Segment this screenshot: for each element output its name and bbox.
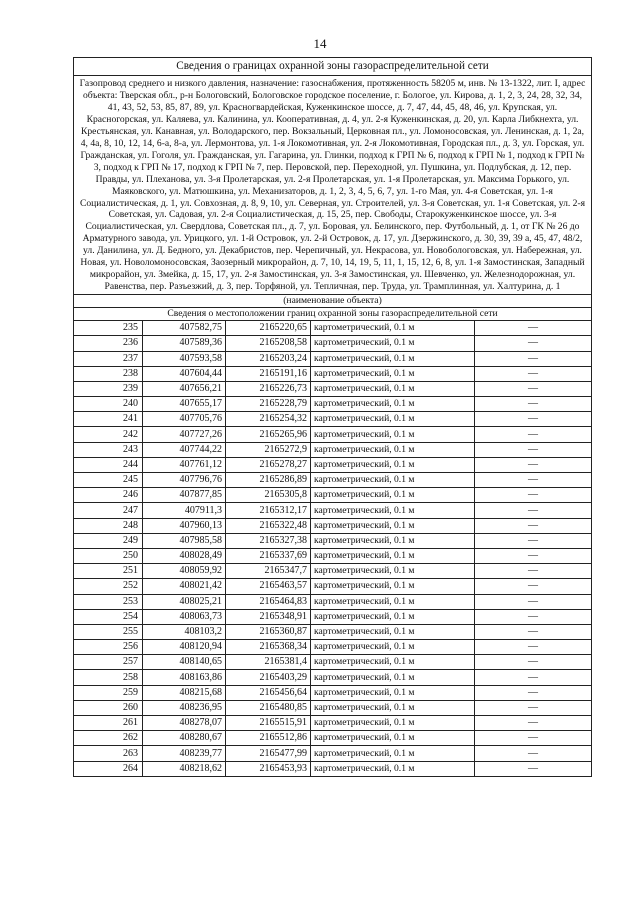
x-coordinate-cell: 408215,68 [143, 685, 226, 700]
method-cell: картометрический, 0.1 м [311, 321, 475, 336]
x-coordinate-cell: 407656,21 [143, 381, 226, 396]
note-cell: — [475, 336, 592, 351]
y-coordinate-cell: 2165191,16 [226, 366, 311, 381]
note-cell: — [475, 655, 592, 670]
y-coordinate-cell: 2165515,91 [226, 716, 311, 731]
method-cell: картометрический, 0.1 м [311, 640, 475, 655]
y-coordinate-cell: 2165228,79 [226, 397, 311, 412]
note-cell: — [475, 640, 592, 655]
table-row [74, 731, 591, 746]
y-coordinate-cell: 2165265,96 [226, 427, 311, 442]
y-coordinate-cell: 2165512,86 [226, 731, 311, 746]
x-coordinate-cell: 407705,76 [143, 412, 226, 427]
method-cell: картометрический, 0.1 м [311, 518, 475, 533]
note-cell: — [475, 473, 592, 488]
table-row [74, 716, 591, 731]
table-row [74, 397, 591, 412]
table-row [74, 624, 591, 639]
coordinates-table [74, 321, 591, 776]
point-number-cell: 237 [74, 351, 143, 366]
point-number-cell: 241 [74, 412, 143, 427]
location-section-header: Сведения о местоположении границ охранной зоны газораспределительной сети [74, 308, 591, 321]
point-number-cell: 251 [74, 564, 143, 579]
point-number-cell: 256 [74, 640, 143, 655]
table-row [74, 442, 591, 457]
x-coordinate-cell: 408218,62 [143, 761, 226, 776]
x-coordinate-cell: 407796,76 [143, 473, 226, 488]
method-cell: картометрический, 0.1 м [311, 564, 475, 579]
note-cell: — [475, 442, 592, 457]
method-cell: картометрический, 0.1 м [311, 533, 475, 548]
x-coordinate-cell: 408120,94 [143, 640, 226, 655]
table-row [74, 761, 591, 776]
note-cell: — [475, 685, 592, 700]
table-row [74, 533, 591, 548]
y-coordinate-cell: 2165254,32 [226, 412, 311, 427]
point-number-cell: 245 [74, 473, 143, 488]
point-number-cell: 244 [74, 457, 143, 472]
x-coordinate-cell: 408021,42 [143, 579, 226, 594]
method-cell: картометрический, 0.1 м [311, 503, 475, 518]
y-coordinate-cell: 2165347,7 [226, 564, 311, 579]
method-cell: картометрический, 0.1 м [311, 761, 475, 776]
boundary-sheet [73, 57, 592, 777]
point-number-cell: 235 [74, 321, 143, 336]
x-coordinate-cell: 408028,49 [143, 548, 226, 563]
table-row [74, 518, 591, 533]
table-row [74, 503, 591, 518]
method-cell: картометрический, 0.1 м [311, 548, 475, 563]
point-number-cell: 248 [74, 518, 143, 533]
y-coordinate-cell: 2165480,85 [226, 700, 311, 715]
y-coordinate-cell: 2165456,64 [226, 685, 311, 700]
x-coordinate-cell: 408140,65 [143, 655, 226, 670]
point-number-cell: 263 [74, 746, 143, 761]
x-coordinate-cell: 408280,67 [143, 731, 226, 746]
method-cell: картометрический, 0.1 м [311, 427, 475, 442]
note-cell: — [475, 412, 592, 427]
y-coordinate-cell: 2165327,38 [226, 533, 311, 548]
table-row [74, 412, 591, 427]
table-row [74, 351, 591, 366]
method-cell: картометрический, 0.1 м [311, 624, 475, 639]
x-coordinate-cell: 408278,07 [143, 716, 226, 731]
y-coordinate-cell: 2165312,17 [226, 503, 311, 518]
method-cell: картометрический, 0.1 м [311, 351, 475, 366]
method-cell: картометрический, 0.1 м [311, 670, 475, 685]
y-coordinate-cell: 2165360,87 [226, 624, 311, 639]
x-coordinate-cell: 408059,92 [143, 564, 226, 579]
x-coordinate-cell: 407960,13 [143, 518, 226, 533]
note-cell: — [475, 564, 592, 579]
point-number-cell: 242 [74, 427, 143, 442]
note-cell: — [475, 518, 592, 533]
x-coordinate-cell: 408239,77 [143, 746, 226, 761]
point-number-cell: 258 [74, 670, 143, 685]
x-coordinate-cell: 408236,95 [143, 700, 226, 715]
table-row [74, 366, 591, 381]
point-number-cell: 250 [74, 548, 143, 563]
y-coordinate-cell: 2165226,73 [226, 381, 311, 396]
method-cell: картометрический, 0.1 м [311, 412, 475, 427]
point-number-cell: 238 [74, 366, 143, 381]
y-coordinate-cell: 2165463,57 [226, 579, 311, 594]
method-cell: картометрический, 0.1 м [311, 488, 475, 503]
note-cell: — [475, 427, 592, 442]
table-row [74, 640, 591, 655]
y-coordinate-cell: 2165272,9 [226, 442, 311, 457]
note-cell: — [475, 321, 592, 336]
table-row [74, 655, 591, 670]
table-row [74, 685, 591, 700]
method-cell: картометрический, 0.1 м [311, 442, 475, 457]
x-coordinate-cell: 407582,75 [143, 321, 226, 336]
y-coordinate-cell: 2165203,24 [226, 351, 311, 366]
note-cell: — [475, 548, 592, 563]
note-cell: — [475, 457, 592, 472]
x-coordinate-cell: 408103,2 [143, 624, 226, 639]
point-number-cell: 257 [74, 655, 143, 670]
note-cell: — [475, 761, 592, 776]
x-coordinate-cell: 407985,58 [143, 533, 226, 548]
y-coordinate-cell: 2165305,8 [226, 488, 311, 503]
x-coordinate-cell: 407877,85 [143, 488, 226, 503]
note-cell: — [475, 624, 592, 639]
table-row [74, 336, 591, 351]
note-cell: — [475, 381, 592, 396]
note-cell: — [475, 716, 592, 731]
note-cell: — [475, 351, 592, 366]
table-row [74, 457, 591, 472]
y-coordinate-cell: 2165453,93 [226, 761, 311, 776]
x-coordinate-cell: 407727,26 [143, 427, 226, 442]
method-cell: картометрический, 0.1 м [311, 336, 475, 351]
y-coordinate-cell: 2165208,58 [226, 336, 311, 351]
table-row [74, 488, 591, 503]
note-cell: — [475, 533, 592, 548]
note-cell: — [475, 670, 592, 685]
page-number: 14 [313, 36, 327, 51]
table-row [74, 594, 591, 609]
x-coordinate-cell: 407593,58 [143, 351, 226, 366]
note-cell: — [475, 397, 592, 412]
point-number-cell: 252 [74, 579, 143, 594]
method-cell: картометрический, 0.1 м [311, 381, 475, 396]
x-coordinate-cell: 407604,44 [143, 366, 226, 381]
y-coordinate-cell: 2165477,99 [226, 746, 311, 761]
y-coordinate-cell: 2165403,29 [226, 670, 311, 685]
table-row [74, 473, 591, 488]
note-cell: — [475, 746, 592, 761]
point-number-cell: 264 [74, 761, 143, 776]
point-number-cell: 240 [74, 397, 143, 412]
x-coordinate-cell: 407655,17 [143, 397, 226, 412]
method-cell: картометрический, 0.1 м [311, 685, 475, 700]
table-row [74, 427, 591, 442]
point-number-cell: 236 [74, 336, 143, 351]
x-coordinate-cell: 408163,86 [143, 670, 226, 685]
method-cell: картометрический, 0.1 м [311, 397, 475, 412]
y-coordinate-cell: 2165337,69 [226, 548, 311, 563]
y-coordinate-cell: 2165381,4 [226, 655, 311, 670]
point-number-cell: 246 [74, 488, 143, 503]
y-coordinate-cell: 2165220,65 [226, 321, 311, 336]
method-cell: картометрический, 0.1 м [311, 579, 475, 594]
method-cell: картометрический, 0.1 м [311, 594, 475, 609]
method-cell: картометрический, 0.1 м [311, 366, 475, 381]
note-cell: — [475, 366, 592, 381]
point-number-cell: 247 [74, 503, 143, 518]
x-coordinate-cell: 407761,12 [143, 457, 226, 472]
y-coordinate-cell: 2165286,89 [226, 473, 311, 488]
note-cell: — [475, 488, 592, 503]
method-cell: картометрический, 0.1 м [311, 716, 475, 731]
method-cell: картометрический, 0.1 м [311, 700, 475, 715]
table-row [74, 548, 591, 563]
table-row [74, 321, 591, 336]
point-number-cell: 239 [74, 381, 143, 396]
note-cell: — [475, 700, 592, 715]
point-number-cell: 255 [74, 624, 143, 639]
point-number-cell: 249 [74, 533, 143, 548]
y-coordinate-cell: 2165322,48 [226, 518, 311, 533]
method-cell: картометрический, 0.1 м [311, 655, 475, 670]
method-cell: картометрический, 0.1 м [311, 457, 475, 472]
note-cell: — [475, 579, 592, 594]
point-number-cell: 261 [74, 716, 143, 731]
y-coordinate-cell: 2165464,83 [226, 594, 311, 609]
y-coordinate-cell: 2165278,27 [226, 457, 311, 472]
point-number-cell: 253 [74, 594, 143, 609]
table-row [74, 746, 591, 761]
note-cell: — [475, 503, 592, 518]
y-coordinate-cell: 2165368,34 [226, 640, 311, 655]
object-description: Газопровод среднего и низкого давления, назначение: газоснабжения, протяженность 58205 м, инв. № 13-1322, лит. I, адрес объекта: Тверская обл., р-н Бологовский, Бологовское городское поселение, г. Бологое, ул. Кирова, д. 1, 2, 3, 24, 28, 32, 34, 41, 43, 52, 53, 85, 87, 89, ул. Красногвардейская, Куженкинское шоссе, д. 7, 47, 44, 45, 48, 46, ул. Крупская, ул. Красногорская, ул. Каляева, ул. Калинина, ул. Кооперативная, д. 4, ул. 2-я Куженкинская, д. 20, ул. Карла Либкнехта, ул. Крестьянская, ул. Канавная, ул. Володарского, пер. Вокзальный, Церковная пл., ул. Ломоносовская, ул. Ленинская, д. 1, 2а, 4, 4а, 8, 10, 12, 14, 6-а, 8-а, ул. Лермонтова, ул. 1-я Локомотивная, ул. 2-я Локомотивная, Городская пл., д. 3, ул. Горская, ул. Гражданская, ул. Гоголя, ул. Гражданская, ул. Гагарина, ул. Глинки, подход к ГРП № 6, подход к ГРП № 1, подход к ГРП № 3, подход к ГРП № 17, подход к ГРП № 7, пер. Перовской, пер. Переходной, ул. Пушкина, ул. Подлубская, д. 12, пер. Правды, ул. Плеханова, ул. 3-я Пролетарская, ул. 2-я Пролетарская, ул. 1-я Пролетарская, ул. Максима Горького, ул. Маяковского, ул. Матюшкина, ул. Механизаторов, д. 1, 2, 3, 4, 5, 6, 7, ул. 1-го Мая, ул. 4-я Советская, ул. 1-я Социалистическая, д. 1, ул. Совхозная, д. 8, 9, 10, ул. Северная, ул. Строителей, ул. 3-я Советская, ул. 1-я Советская, ул. 2-я Советская, ул. Садовая, ул. 2-я Социалистическая, д. 15, 25, пер. Свободы, Старокуженкинское шоссе, ул. 3-я Социалистическая, ул. Свердлова, Советская пл., д. 7, ул. Боровая, ул. Белинского, пер. Футбольный, д. 1, от ГК № 26 до Арматурного завода, ул. Урицкого, ул. 1-й Островок, ул. 2-й Островок, д. 17, ул. Дзержинского, д. 30, 39, 39 а, 45, 47, 48/2, ул. Данилина, ул. Д. Бедного, ул. Декабристов, пер. Черепичный, ул. Некрасова, ул. Новобологовская, ул. Набережная, ул. Новая, ул. Новоломоносовская, Заозерный микрорайон, д. 7, 10, 14, 19, 5, 11, 1, 15, 12, 6, 8, ул. 1-я Замостинская, Западный микрорайон, ул. Змейка, д. 15, 17, ул. 2-я Замостинская, ул. 3-я Замостинская, ул. Шевченко, ул. Железнодорожная, ул. Равенства, пер. Разъезжий, д. 3, пер. Торфяной, ул. Тепличная, пер. Труда, ул. Трамплинная, ул. Халтурина, д. 1 [74, 76, 591, 295]
x-coordinate-cell: 407744,22 [143, 442, 226, 457]
method-cell: картометрический, 0.1 м [311, 609, 475, 624]
note-cell: — [475, 609, 592, 624]
point-number-cell: 260 [74, 700, 143, 715]
table-row [74, 609, 591, 624]
point-number-cell: 259 [74, 685, 143, 700]
x-coordinate-cell: 407589,36 [143, 336, 226, 351]
x-coordinate-cell: 407911,3 [143, 503, 226, 518]
x-coordinate-cell: 408025,21 [143, 594, 226, 609]
note-cell: — [475, 594, 592, 609]
table-row [74, 381, 591, 396]
sheet-title: Сведения о границах охранной зоны газораспределительной сети [74, 58, 591, 76]
table-row [74, 564, 591, 579]
object-name-caption: (наименование объекта) [74, 295, 591, 308]
table-row [74, 670, 591, 685]
method-cell: картометрический, 0.1 м [311, 473, 475, 488]
note-cell: — [475, 731, 592, 746]
point-number-cell: 254 [74, 609, 143, 624]
point-number-cell: 243 [74, 442, 143, 457]
point-number-cell: 262 [74, 731, 143, 746]
method-cell: картометрический, 0.1 м [311, 731, 475, 746]
y-coordinate-cell: 2165348,91 [226, 609, 311, 624]
x-coordinate-cell: 408063,73 [143, 609, 226, 624]
method-cell: картометрический, 0.1 м [311, 746, 475, 761]
table-row [74, 579, 591, 594]
table-row [74, 700, 591, 715]
